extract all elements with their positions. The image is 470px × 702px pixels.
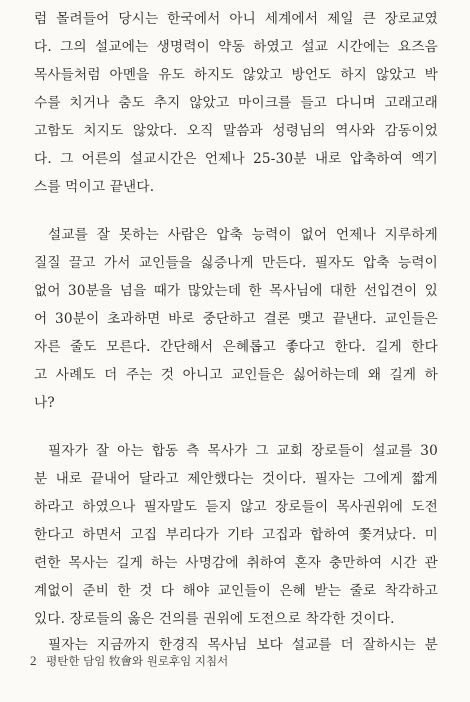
text-line: 하라고 하였으나 필자말도 듣지 않고 장로들이 목사권위에 도전 — [34, 499, 438, 515]
text-line: 계없이 준비 한 것 다 해야 교인들이 은혜 받는 줄로 착각하고 — [34, 583, 438, 599]
text-line: 다. 그 어른의 설교시간은 언제나 25-30분 내로 압축하여 엑기 — [34, 151, 438, 167]
text-line: 련한 목사는 길게 하는 사명감에 취하여 혼자 충만하여 시간 관 — [34, 555, 438, 571]
book-title: 평탄한 담임 牧會와 원로후임 지침서 — [46, 654, 229, 668]
text-line: 수를 치거나 춤도 추지 않았고 마이크를 들고 다니며 고래고래 — [34, 95, 438, 111]
text-line: 있다. 장로들의 옳은 건의를 권위에 도전으로 착각한 것이다. — [34, 611, 395, 627]
text-line: 없어 30분을 넘을 때가 많았는데 한 목사님에 대한 선입견이 있 — [34, 283, 438, 299]
text-line: 나? — [34, 395, 55, 411]
text-line: 질질 끌고 가서 교인들을 싫증나게 만든다. 필자도 압축 능력이 — [34, 255, 438, 271]
text-line: 럼 몰려들어 당시는 한국에서 아니 세계에서 제일 큰 장로교였 — [34, 11, 438, 27]
text-line: 다. 그의 설교에는 생명력이 약동 하였고 설교 시간에는 요즈음 — [34, 39, 438, 55]
text-line: 스를 먹이고 끝낸다. — [34, 179, 155, 195]
text-line: 자른 줄도 모른다. 간단해서 은혜롭고 좋다고 한다. 길게 한다 — [34, 339, 438, 355]
text-line: 필자는 지금까지 한경직 목사님 보다 설교를 더 잘하시는 분 — [48, 637, 438, 653]
page-footer — [30, 653, 228, 669]
page-number: 2 — [30, 653, 37, 668]
text-line: 고함도 치지도 않았다. 오직 말씀과 성령님의 역사와 감동이었 — [34, 123, 438, 139]
text-line: 분 내로 끝내어 달라고 제안했다는 것이다. 필자는 그에게 짧게 — [34, 471, 438, 487]
text-line: 고 사례도 더 주는 것 아니고 교인들은 싫어하는데 왜 길게 하 — [34, 367, 438, 383]
text-line: 설교를 잘 못하는 사람은 압축 능력이 없어 언제나 지루하게 — [48, 227, 438, 243]
text-line: 어 30분이 초과하면 바로 중단하고 결론 맺고 끝낸다. 교인들은 — [34, 311, 438, 327]
text-line: 한다고 하면서 고집 부리다가 기타 고집과 합하여 쫓겨났다. 미 — [34, 527, 438, 543]
text-line: 필자가 잘 아는 합동 측 목사가 그 교회 장로들이 설교를 30 — [48, 443, 438, 459]
text-line: 목사들처럼 아멘을 유도 하지도 않았고 방언도 하지 않았고 박 — [34, 67, 438, 83]
